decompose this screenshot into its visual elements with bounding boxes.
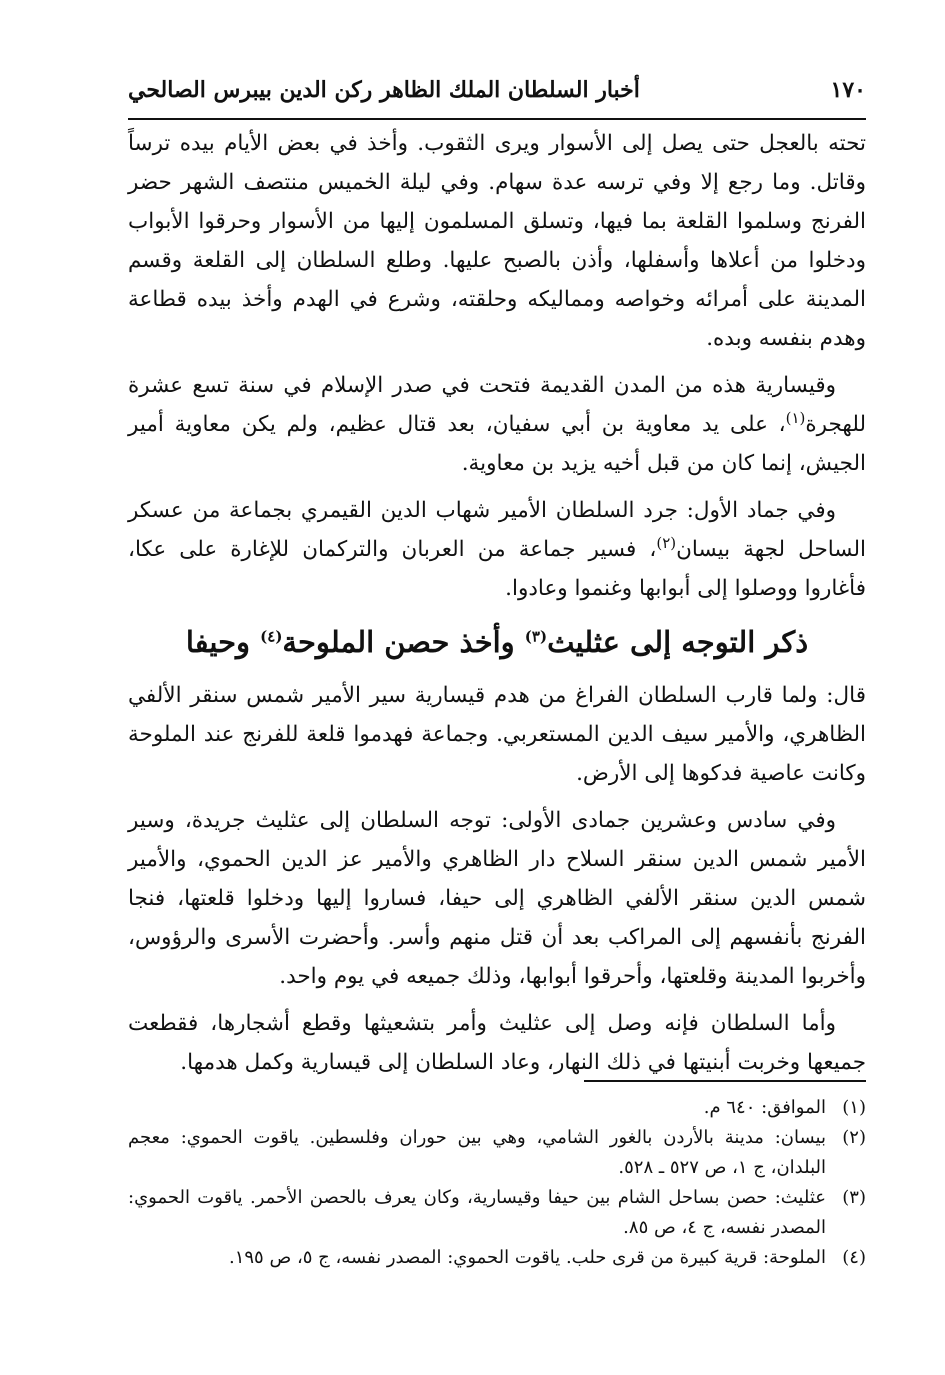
footnote-3 bbox=[128, 1183, 866, 1243]
footnote-number: (١) bbox=[842, 1097, 866, 1118]
paragraph-4: قال: ولما قارب السلطان الفراغ من هدم قيسارية سير الأمير شمس سنقر الألفي الظاهري، والأمير سيف الدين المستعربي. وجماعة فهدموا قلعة للفرنج عند الملوحة وكانت عاصية فدكوها إلى الأرض. bbox=[128, 683, 866, 786]
page-number: ١٧٠ bbox=[830, 77, 866, 103]
paragraph-2: وقيسارية هذه من المدن القديمة فتحت في صدر الإسلام في سنة تسع عشرة للهجرة$^{(١)}$، على يد معاوية بن أبي سفيان، بعد قتال عظيم، ولم يكن معاوية أمير الجيش، إنما كان من قبل أخيه يزيد بن معاوية. bbox=[128, 373, 866, 476]
footnote-text: الموافق: ٦٤٠ م. bbox=[703, 1097, 826, 1118]
section-heading: ذكر التوجه إلى عثليث$^{(٣)}$ وأخذ حصن الملوحة$^{(٤)}$ وحيفا bbox=[185, 625, 809, 659]
main-text bbox=[128, 124, 866, 1090]
footnote-rule bbox=[584, 1080, 866, 1082]
footnote-number: (٤) bbox=[842, 1247, 866, 1268]
paragraph-5: وفي سادس وعشرين جمادى الأولى: توجه السلطان إلى عثليث جريدة، وسير الأمير شمس الدين سنقر السلاح دار الظاهري والأمير عز الدين الحموي، والأمير شمس الدين سنقر الألفي الظاهري إلى حيفا، فساروا إليها ودخلوا قلعتها، فنجا الفرنج بأنفسهم إلى المراكب بعد أن قتل منهم وأسر. وأحضرت الأسرى والرؤوس، وأخربوا المدينة وقلعتها، وأحرقوا أبوابها، وذلك جميعه في يوم واحد. bbox=[128, 808, 866, 989]
footnote-2 bbox=[128, 1123, 866, 1183]
page-header bbox=[128, 66, 866, 114]
footnote-ref-2[interactable]: (٢) bbox=[656, 533, 677, 552]
footnote-text: بيسان: مدينة بالأردن بالغور الشامي، وهي بين حوران وفلسطين. ياقوت الحموي: معجم البلدان، ج ١، ص ٥٢٧ ـ ٥٢٨. bbox=[128, 1127, 826, 1178]
footnotes bbox=[128, 1093, 866, 1273]
paragraph-3: وفي جماد الأول: جرد السلطان الأمير شهاب الدين القيمري بجماعة من عسكر الساحل لجهة بيسان$^{(٢)}$، فسير جماعة من العربان والتركمان للإغارة على عكا، فأغاروا ووصلوا إلى أبوابها وغنموا وعادوا. bbox=[128, 498, 867, 601]
footnote-ref-3[interactable]: (٣) bbox=[524, 627, 548, 646]
running-title: أخبار السلطان الملك الظاهر ركن الدين بيبرس الصالحي bbox=[128, 77, 640, 103]
footnote-ref-1[interactable]: (١) bbox=[785, 408, 806, 427]
footnote-text: الملوحة: قرية كبيرة من قرى حلب. ياقوت الحموي: المصدر نفسه، ج ٥، ص ١٩٥. bbox=[228, 1247, 826, 1268]
footnote-1 bbox=[128, 1093, 866, 1123]
footnote-number: (٣) bbox=[842, 1187, 866, 1208]
header-rule bbox=[128, 118, 866, 120]
footnote-number: (٢) bbox=[842, 1127, 866, 1148]
footnote-4 bbox=[128, 1243, 866, 1273]
footnote-text: عثليث: حصن بساحل الشام بين حيفا وقيسارية، وكان يعرف بالحصن الأحمر. ياقوت الحموي: المصدر نفسه، ج ٤، ص ٨٥. bbox=[128, 1187, 826, 1238]
footnote-ref-4[interactable]: (٤) bbox=[260, 627, 283, 646]
paragraph-6: وأما السلطان فإنه وصل إلى عثليث وأمر بتشعيثها وقطع أشجارها، فقطعت جميعها وخربت أبنيتها في ذلك النهار، وعاد السلطان إلى قيسارية وكمل هدمها. bbox=[128, 1011, 866, 1075]
paragraph-1: تحته بالعجل حتى يصل إلى الأسوار ويرى الثقوب. وأخذ في بعض الأيام بيده ترساً وقاتل. وما رجع إلا وفي ترسه عدة سهام. وفي ليلة الخميس منتصف الشهر حضر الفرنج وسلموا القلعة بما فيها، وتسلق المسلمون إليها من الأسوار وحرقوا الأبواب ودخلوا من أعلاها وأسفلها، وأذن بالصبح عليها. وطلع السلطان إلى القلعة وقسم المدينة على أمرائه وخواصه ومماليكه وحلقته، وشرع في الهدم وأخذ بيده قطاعة وهدم بنفسه وبده. bbox=[128, 131, 867, 351]
